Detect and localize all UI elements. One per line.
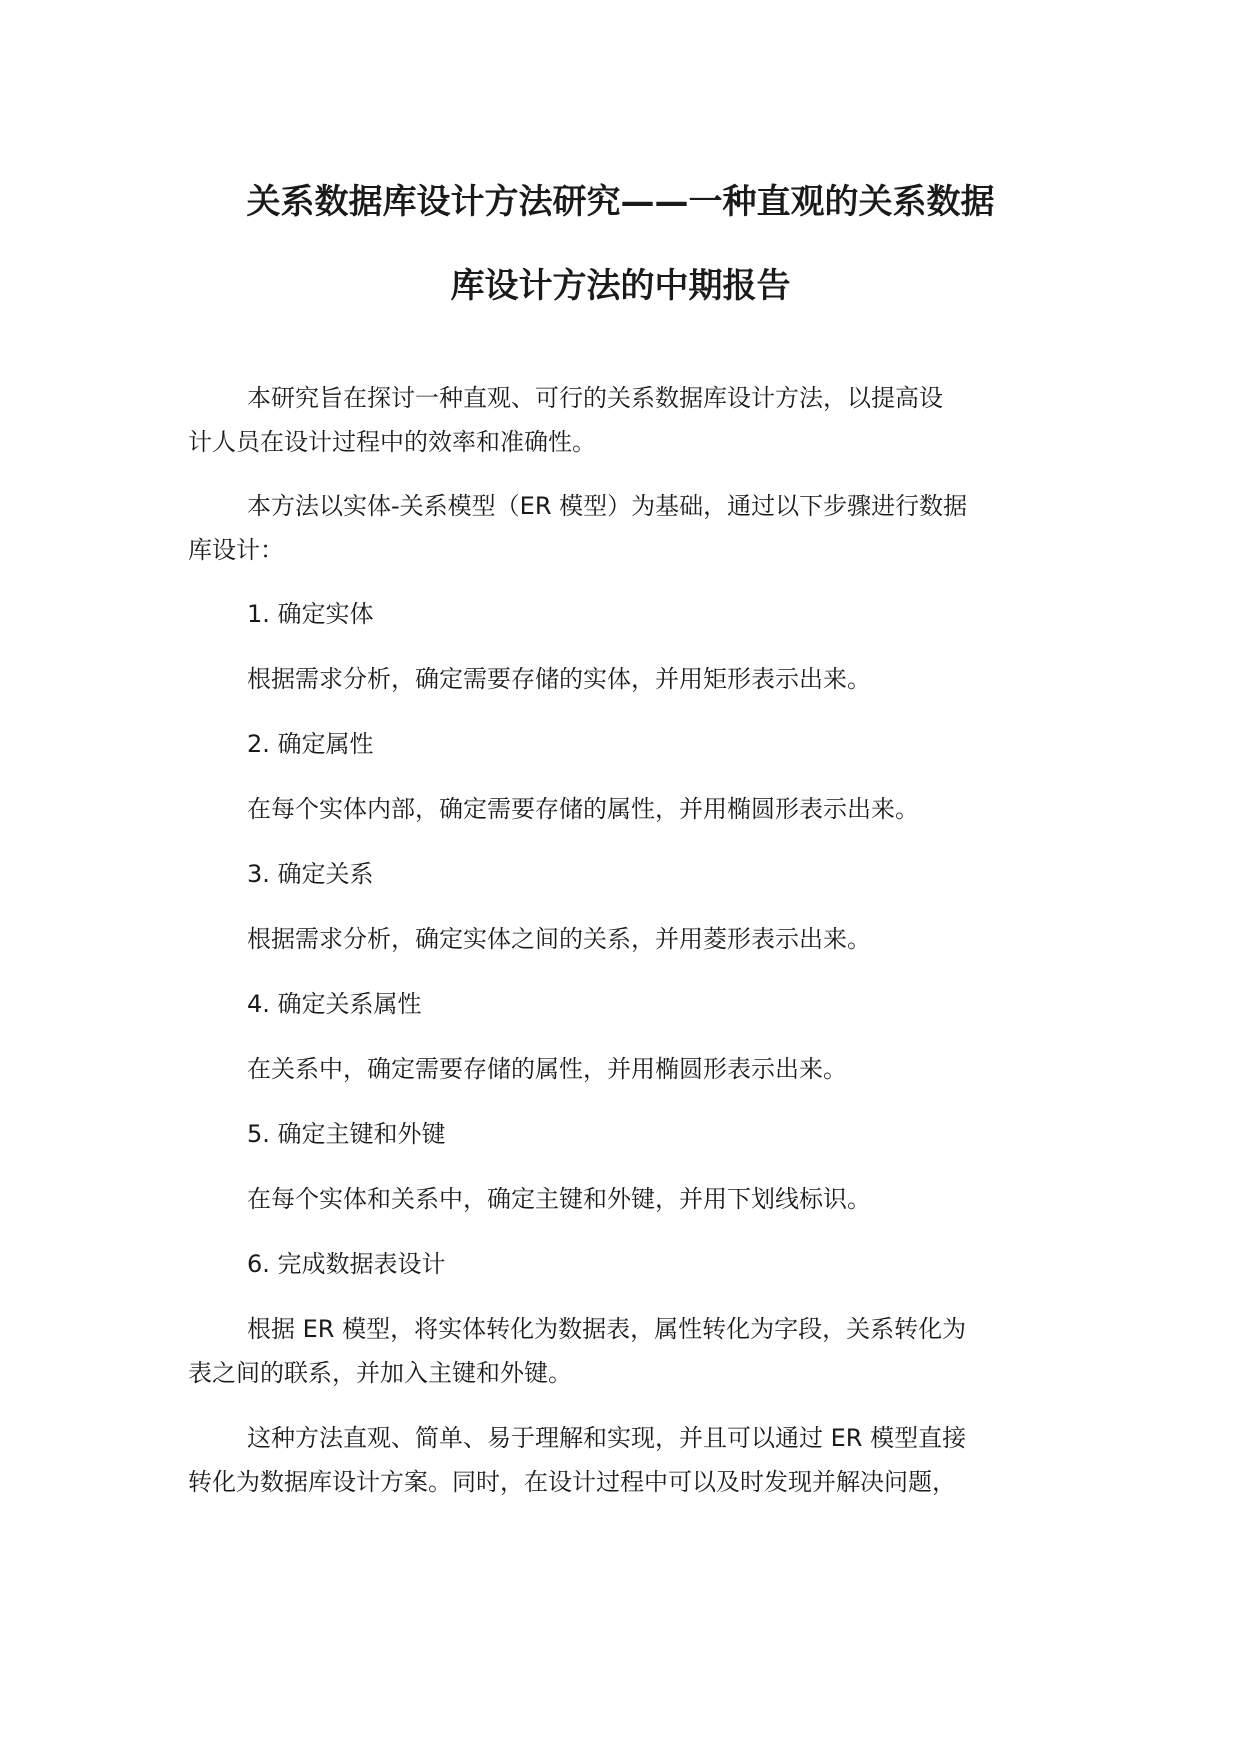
step-5-heading: 5. 确定主键和外键 [247, 1120, 446, 1148]
step-5-text: 在每个实体和关系中，确定主键和外键，并用下划线标识。 [247, 1185, 871, 1213]
method-paragraph-line-2: 库设计： [188, 536, 284, 564]
step-1-text: 根据需求分析，确定需要存储的实体，并用矩形表示出来。 [247, 665, 871, 693]
step-4-heading: 4. 确定关系属性 [247, 990, 422, 1018]
conclusion-paragraph-line-1: 这种方法直观、简单、易于理解和实现，并且可以通过 ER 模型直接 [247, 1424, 967, 1452]
step-4-text: 在关系中，确定需要存储的属性，并用椭圆形表示出来。 [247, 1055, 847, 1083]
step-2-text: 在每个实体内部，确定需要存储的属性，并用椭圆形表示出来。 [247, 795, 919, 823]
conclusion-paragraph-line-2: 转化为数据库设计方案。同时，在设计过程中可以及时发现并解决问题， [188, 1468, 956, 1496]
intro-paragraph-line-2: 计人员在设计过程中的效率和准确性。 [188, 428, 596, 456]
document-title-line-1: 关系数据库设计方法研究——一种直观的关系数据 [246, 182, 995, 222]
step-6-heading: 6. 完成数据表设计 [247, 1250, 446, 1278]
step-6-text-line-2: 表之间的联系，并加入主键和外键。 [188, 1359, 572, 1387]
step-1-heading: 1. 确定实体 [247, 600, 374, 628]
method-paragraph-line-1: 本方法以实体-关系模型（ER 模型）为基础，通过以下步骤进行数据 [247, 492, 968, 520]
step-3-heading: 3. 确定关系 [247, 860, 374, 888]
step-2-heading: 2. 确定属性 [247, 730, 374, 758]
step-6-text-line-1: 根据 ER 模型，将实体转化为数据表，属性转化为字段，关系转化为 [247, 1315, 967, 1343]
document-title-line-2: 库设计方法的中期报告 [450, 266, 791, 306]
step-3-text: 根据需求分析，确定实体之间的关系，并用菱形表示出来。 [247, 925, 871, 953]
intro-paragraph-line-1: 本研究旨在探讨一种直观、可行的关系数据库设计方法，以提高设 [247, 384, 943, 412]
